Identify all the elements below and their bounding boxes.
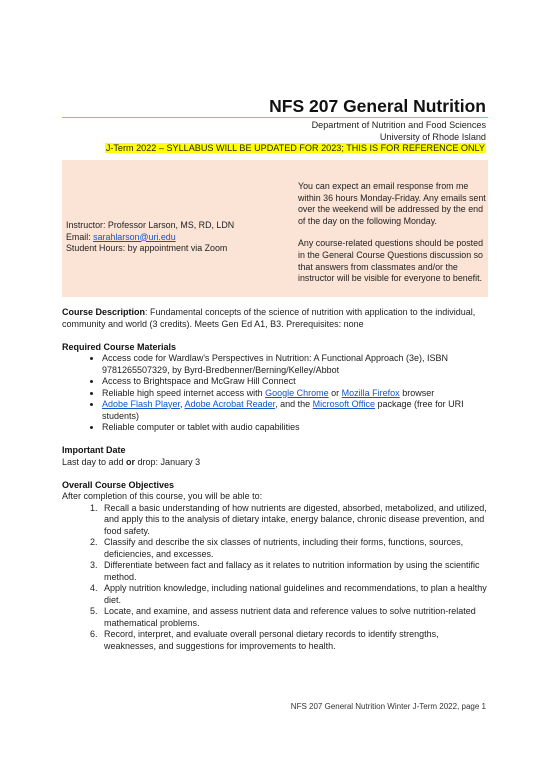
objective-item: 1. Recall a basic understanding of how nutrients are digested, absorbed, metabolized, and utilized, and apply this to the analysis of dietary intake, energy balance, chronic disease prevention, and food safety.: [100, 503, 492, 538]
important-date-text: [62, 457, 492, 469]
adobe-acrobat-reader-link[interactable]: Adobe Acrobat Reader: [184, 399, 276, 409]
student-hours: Student Hours: by appointment via Zoom: [66, 243, 228, 254]
materials-item-textbook: • Access code for Wardlaw's Perspectives in Nutrition: A Functional Approach (3e), ISBN 9781265507329, by Byrd-Bredbenner/Berning/Kelley/Abbot: [102, 353, 492, 376]
objectives-list: [62, 503, 492, 653]
software-sep-1: ,: [180, 399, 185, 409]
google-chrome-link[interactable]: Google Chrome: [265, 387, 329, 398]
title-divider: [62, 117, 488, 118]
materials-list: [62, 353, 492, 434]
university-name: University of Rhode Island: [379, 132, 486, 142]
materials-heading: Required Course Materials: [62, 341, 177, 352]
date-text-bold: or: [126, 456, 136, 467]
materials-item-internet: [102, 388, 492, 400]
instructor-details: [66, 220, 266, 255]
email-response-note: You can expect an email response from me within 36 hours Monday-Friday. Any emails sent over the weekend will be addressed by the end of the day on the following Monday.: [298, 181, 486, 226]
contact-notes: [298, 181, 486, 285]
adobe-flash-player-link[interactable]: Adobe Flash Player: [102, 399, 181, 409]
objectives-heading: Overall Course Objectives: [62, 479, 175, 490]
date-text-post: drop: January 3: [135, 456, 201, 467]
important-date-section: [62, 445, 492, 468]
microsoft-office-link[interactable]: Microsoft Office: [312, 399, 376, 409]
course-description: [62, 307, 492, 330]
internet-text-pre: Reliable high speed internet access with: [102, 387, 266, 398]
materials-section: [62, 342, 492, 434]
mozilla-firefox-link[interactable]: Mozilla Firefox: [341, 387, 400, 398]
course-description-label: Course Description: [62, 307, 146, 317]
instructor-email-line: [66, 232, 266, 244]
objectives-intro: After completion of this course, you will be able to:: [62, 491, 263, 501]
materials-item-access: • Access to Brightspace and McGraw Hill Connect: [102, 376, 492, 388]
objectives-section: [62, 480, 492, 653]
email-label: Email:: [66, 231, 94, 242]
objective-item: 4. Apply nutrition knowledge, including national guidelines and recommendations, to plan a healthy diet.: [100, 583, 492, 606]
instructor-info-box: [62, 160, 488, 297]
internet-text-post: browser: [399, 387, 435, 398]
internet-text-mid: or: [328, 387, 342, 398]
jterm-notice: J-Term 2022 – SYLLABUS WILL BE UPDATED FOR 2023; THIS IS FOR REFERENCE ONLY: [105, 143, 485, 153]
software-sep-2: , and the: [275, 399, 313, 409]
instructor-name: Instructor: Professor Larson, MS, RD, LDN: [66, 220, 235, 230]
department-name: Department of Nutrition and Food Sciences: [311, 120, 486, 130]
syllabus-content: [62, 307, 492, 652]
questions-note: Any course-related questions should be posted in the General Course Questions discussion so that answers from classmates and/or the instructor will be visible for everyone to benefit.: [298, 238, 484, 284]
page-footer: NFS 207 General Nutrition Winter J-Term 2022, page 1: [290, 702, 486, 711]
materials-item-software: [102, 399, 492, 422]
page-title: NFS 207 General Nutrition: [269, 96, 486, 116]
instructor-email-link[interactable]: sarahlarson@uri.edu: [93, 231, 176, 242]
objective-item: 6. Record, interpret, and evaluate overall personal dietary records to identify strengths, weaknesses, and suggestions for improvements to health.: [100, 629, 492, 652]
objective-item: 3. Differentiate between fact and fallacy as it relates to nutrition information by using the scientific method.: [100, 560, 492, 583]
date-text-pre: Last day to add: [62, 456, 127, 467]
software-text-post: package (free for URI students): [102, 399, 464, 421]
important-date-heading: Important Date: [62, 445, 126, 455]
objective-item: 5. Locate, and examine, and assess nutrient data and reference values to solve nutrition-related mathematical problems.: [100, 606, 492, 629]
objective-item: 2. Classify and describe the six classes of nutrients, including their forms, functions, sources, deficiencies, and excesses.: [100, 537, 492, 560]
materials-item-computer: • Reliable computer or tablet with audio capabilities: [102, 422, 492, 434]
course-description-text: : Fundamental concepts of the science of nutrition with application to the individual, community and world (3 credits). Meets Gen Ed A1, B3. Prerequisites: none: [62, 307, 476, 329]
